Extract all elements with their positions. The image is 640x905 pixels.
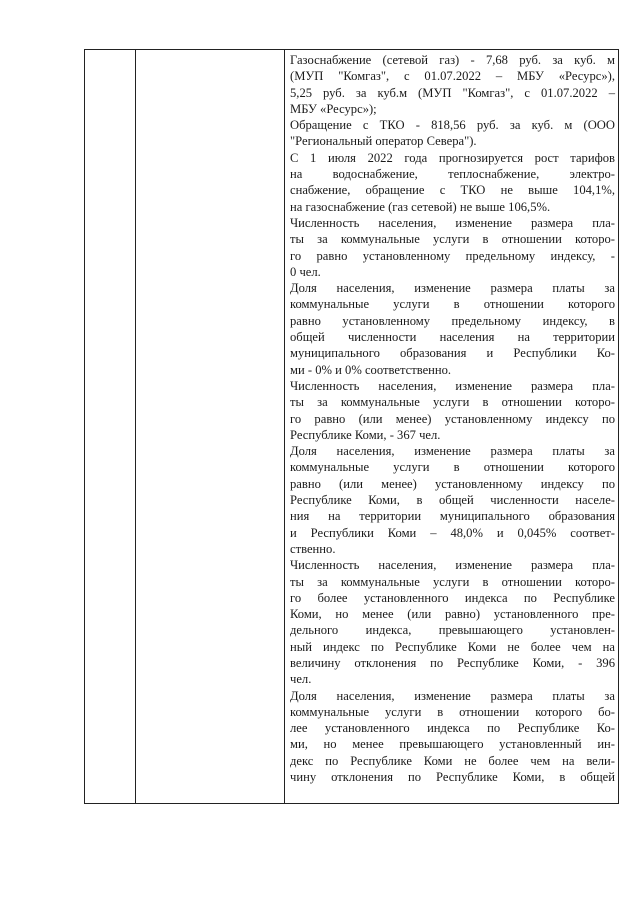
paragraph (290, 557, 615, 687)
text-line: равно установленному предельному индексу, в (290, 313, 615, 328)
text-line: ми - 0% и 0% соответственно. (290, 362, 452, 377)
table-row (85, 50, 619, 804)
text-line: ный индекс по Республике Коми не более чем на (290, 639, 615, 654)
text-line: коммунальные услуги в отношении которого бо- (290, 704, 615, 719)
text-line: С 1 июля 2022 года прогнозируется рост тарифов (290, 150, 615, 165)
text-line: Коми, но менее (или равно) установленного пре- (290, 607, 615, 622)
content-text (290, 52, 615, 785)
text-line: декс по Республике Коми не более чем на вели- (290, 753, 615, 768)
paragraph (290, 688, 615, 786)
text-line: Численность населения, изменение размера пла- (290, 215, 615, 230)
paragraph (290, 215, 615, 280)
text-line: ты за коммунальные услуги в отношении которо- (290, 232, 615, 247)
text-line: ты за коммунальные услуги в отношении которо- (290, 395, 615, 410)
text-line: 5,25 руб. за куб.м (МУП "Комгаз", с 01.07.2022 – (290, 85, 615, 100)
text-line: коммунальные услуги в отношении которого (290, 297, 615, 312)
text-line: чел. (290, 672, 312, 687)
text-line: и Республики Коми – 48,0% и 0,045% соответ- (290, 525, 615, 540)
paragraph (290, 378, 615, 443)
text-line: Доля населения, изменение размера платы за (290, 444, 615, 459)
text-line: "Региональный оператор Севера"). (290, 134, 477, 149)
text-line: го равно (или менее) установленному индексу по (290, 411, 615, 426)
text-line: дельного индекса, превышающего установлен- (290, 623, 615, 638)
text-line: го более установленного индекса по Республике (290, 590, 615, 605)
paragraph (290, 117, 615, 150)
text-line: на газоснабжение (газ сетевой) не выше 106,5%. (290, 199, 551, 214)
document-table (84, 49, 619, 804)
text-line: ты за коммунальные услуги в отношении которо- (290, 574, 615, 589)
table-cell-content (285, 50, 619, 804)
paragraph (290, 280, 615, 378)
text-line: (МУП "Комгаз", с 01.07.2022 – МБУ «Ресурс»), (290, 69, 615, 84)
text-line: ственно. (290, 541, 336, 556)
text-line: ми, но менее превышающего установленный ин- (290, 737, 615, 752)
text-line: Численность населения, изменение размера пла- (290, 558, 615, 573)
paragraph (290, 443, 615, 557)
text-line: снабжение, обращение с ТКО не выше 104,1%, (290, 183, 615, 198)
text-line: Республике Коми, - 367 чел. (290, 427, 441, 442)
text-line: Доля населения, изменение размера платы за (290, 688, 615, 703)
text-line: Газоснабжение (сетевой газ) - 7,68 руб. за куб. м (290, 53, 615, 67)
text-line: 0 чел. (290, 264, 321, 279)
text-line: Республике Коми, в общей численности населе- (290, 493, 615, 508)
text-line: Доля населения, изменение размера платы за (290, 281, 615, 296)
table-cell-number (85, 50, 136, 804)
text-line: равно (или менее) установленному индексу по (290, 476, 615, 491)
text-line: ния на территории муниципального образования (290, 509, 615, 524)
text-line: общей численности населения на территории (290, 330, 615, 345)
table-cell-name (136, 50, 285, 804)
text-line: на водоснабжение, теплоснабжение, электро- (290, 167, 615, 182)
text-line: коммунальные услуги в отношении которого (290, 460, 615, 475)
text-line: го равно установленному предельному индексу, - (290, 248, 615, 263)
text-line: лее установленного индекса по Республике Ко- (290, 721, 615, 736)
text-line: Численность населения, изменение размера пла- (290, 378, 615, 393)
paragraph (290, 52, 615, 117)
paragraph (290, 150, 615, 215)
text-line: чину отклонения по Республике Коми, в общей (290, 770, 615, 785)
text-line: Обращение с ТКО - 818,56 руб. за куб. м (ООО (290, 118, 615, 133)
text-line: муниципального образования и Республики Ко- (290, 346, 615, 361)
text-line: величину отклонения по Республике Коми, - 396 (290, 655, 615, 670)
text-line: МБУ «Ресурс»); (290, 101, 377, 116)
